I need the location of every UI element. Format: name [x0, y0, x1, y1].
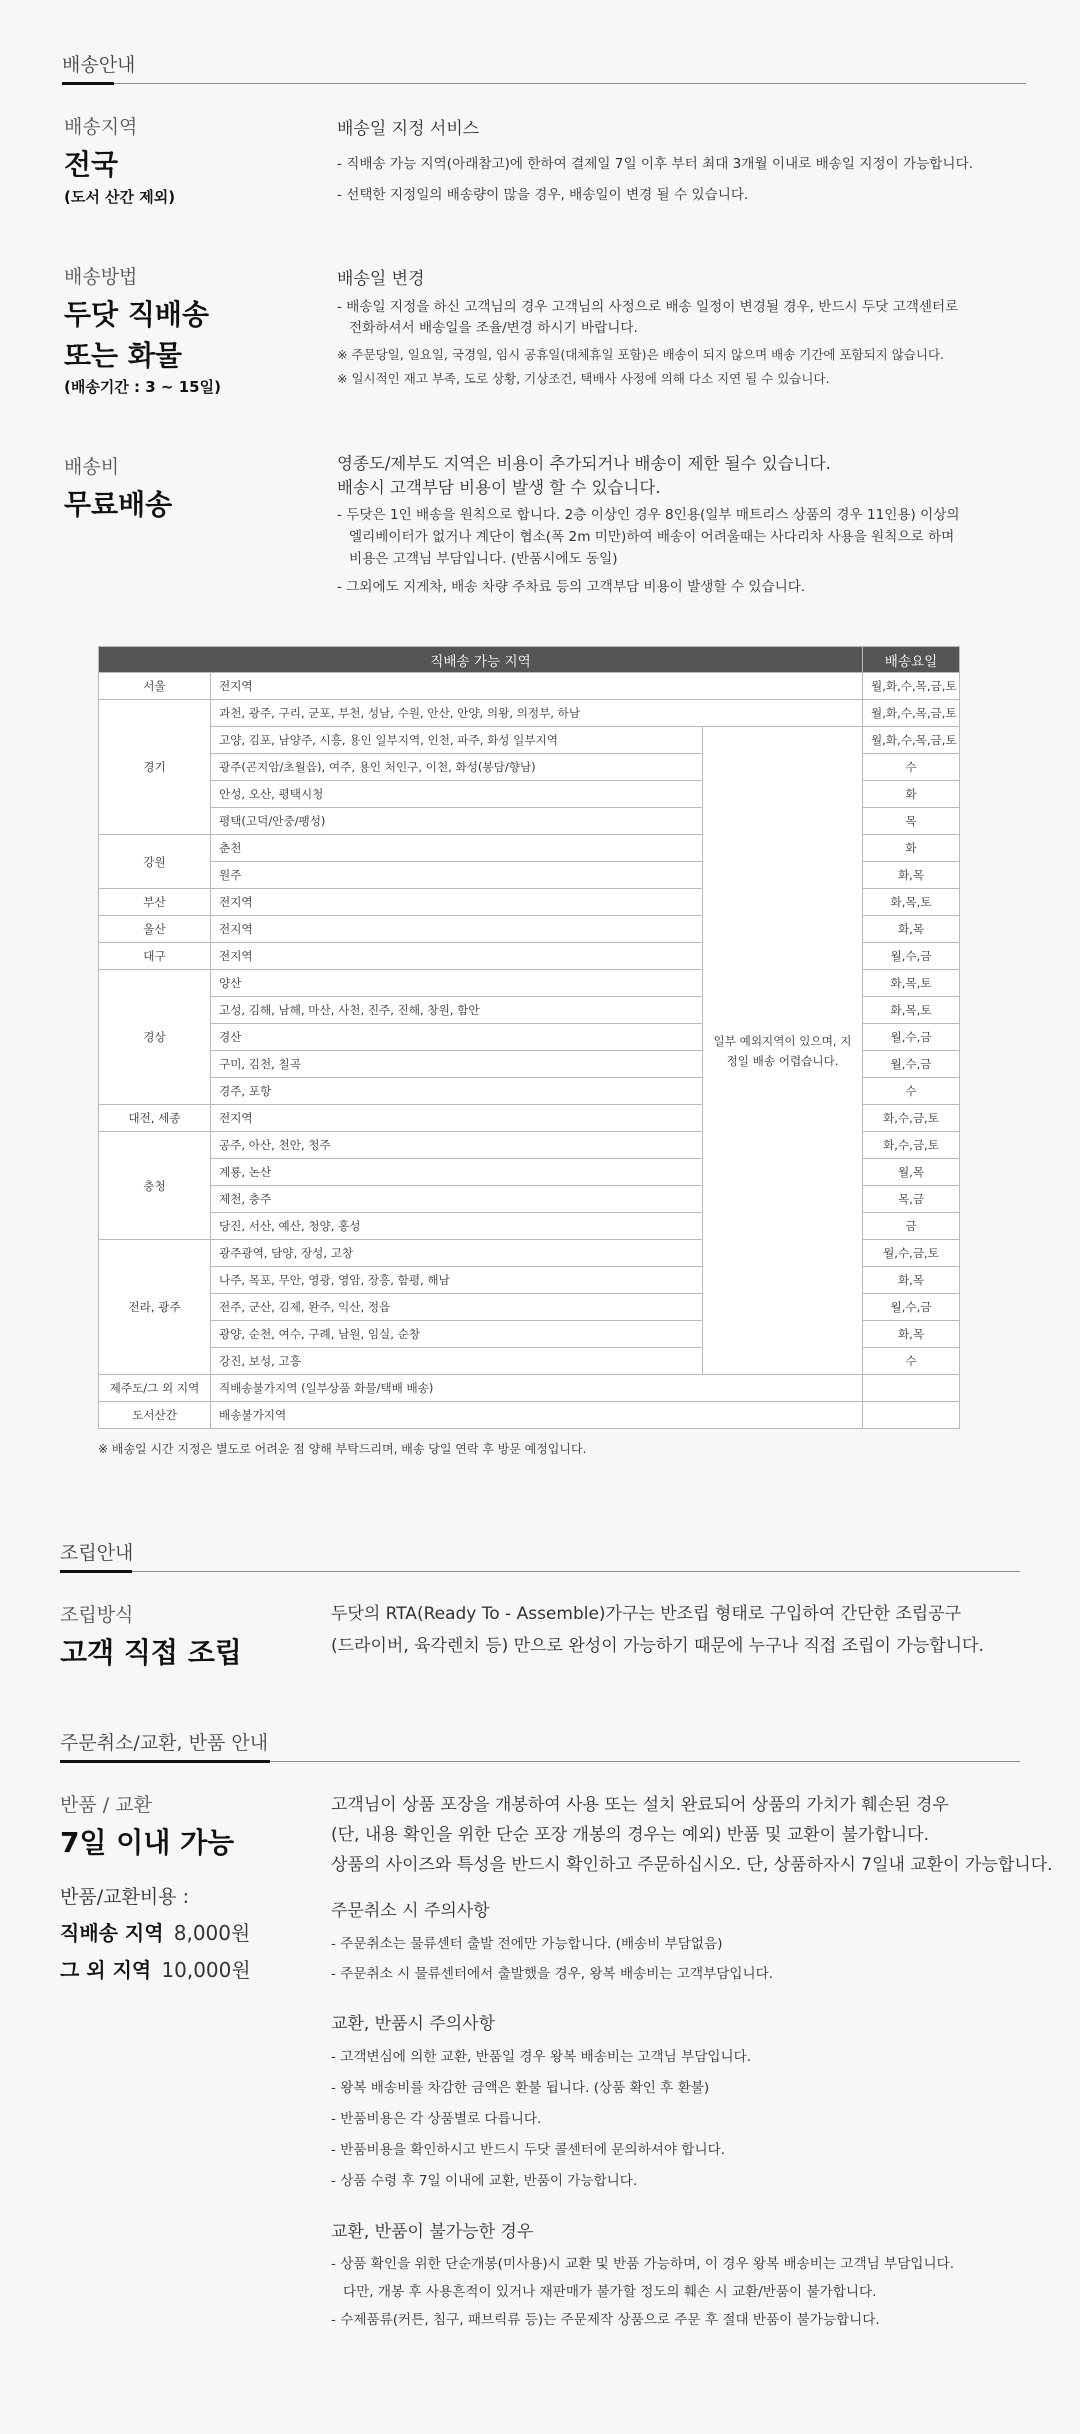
region-cell: 강원	[99, 835, 211, 889]
table-header-row	[99, 647, 960, 673]
delivery-heading: 배송안내	[62, 54, 136, 76]
fee-item: - 두닷은 1인 배송을 원칙으로 합니다. 2층 이상인 경우 8인용(일부 매트리스 상품의 경우 11인용) 이상의	[337, 507, 960, 523]
cost-value: 10,000원	[161, 1957, 251, 1982]
area-cell: 제천, 충주	[211, 1186, 703, 1213]
heading-underline	[60, 1570, 132, 1573]
area-cell: 나주, 목포, 무안, 영광, 영암, 장흥, 함평, 해남	[211, 1267, 703, 1294]
area-cell: 광주(곤지암/초월읍), 여주, 용인 처인구, 이천, 화성(봉담/향남)	[211, 754, 703, 781]
returns-section-header	[60, 1722, 1020, 1762]
delivery-day-cell: 화,수,금,토	[863, 1105, 960, 1132]
area-cell: 전지역	[211, 889, 703, 916]
heading-underline	[62, 82, 114, 85]
returns-left	[60, 1790, 251, 1983]
assembly-section-header	[60, 1532, 1020, 1572]
region-cell: 도서산간	[99, 1402, 211, 1429]
area-cell: 전지역	[211, 916, 703, 943]
delivery-method-label: 배송방법	[64, 266, 138, 288]
delivery-area-note: (도서 산간 제외)	[64, 187, 176, 206]
region-cell: 서울	[99, 673, 211, 700]
returns-value: 7일 이내 가능	[60, 1826, 235, 1859]
delivery-method-value-1: 두닷 직배송	[64, 298, 209, 331]
area-cell: 춘천	[211, 835, 703, 862]
area-cell: 계룡, 논산	[211, 1159, 703, 1186]
heading-underline	[60, 1760, 270, 1763]
table-footnote: ※ 배송일 시간 지정은 별도로 어려운 점 양해 부탁드리며, 배송 당일 연락 후 방문 예정입니다.	[98, 1442, 587, 1456]
assembly-heading: 조립안내	[60, 1542, 134, 1564]
delivery-day-cell: 화,목	[863, 862, 960, 889]
fee-line: 영종도/제부도 지역은 비용이 추가되거나 배송이 제한 될수 있습니다.	[337, 454, 831, 473]
not-allowed-item: - 수제품류(커튼, 침구, 패브릭류 등)는 주문제작 상품으로 주문 후 절대 반품이 불가능합니다.	[331, 2312, 880, 2328]
returns-heading: 주문취소/교환, 반품 안내	[60, 1732, 269, 1754]
delivery-day-cell: 화,목	[863, 1321, 960, 1348]
delivery-day-cell: 화	[863, 835, 960, 862]
area-cell: 고양, 김포, 남양주, 시흥, 용인 일부지역, 인천, 파주, 화성 일부지역	[211, 727, 703, 754]
returns-line: 고객님이 상품 포장을 개봉하여 사용 또는 설치 완료되어 상품의 가치가 훼손된 경우	[331, 1795, 949, 1815]
assembly-left	[60, 1600, 242, 1674]
delivery-day-cell: 목,금	[863, 1186, 960, 1213]
assembly-line: 두닷의 RTA(Ready To - Assemble)가구는 반조립 형태로 구입하여 간단한 조립공구	[331, 1604, 962, 1624]
region-cell: 전라, 광주	[99, 1240, 211, 1375]
cancel-item: - 주문취소 시 물류센터에서 출발했을 경우, 왕복 배송비는 고객부담입니다.	[331, 1966, 774, 1982]
delivery-method-left	[64, 262, 221, 397]
area-cell: 원주	[211, 862, 703, 889]
returns-label: 반품 / 교환	[60, 1794, 152, 1816]
assembly-value: 고객 직접 조립	[60, 1636, 242, 1669]
returns-line: 상품의 사이즈와 특성을 반드시 확인하고 주문하십시오. 단, 상품하자시 7일내 교환이 가능합니다.	[331, 1855, 1053, 1875]
area-cell: 구미, 김천, 칠곡	[211, 1051, 703, 1078]
delivery-day-cell: 수	[863, 754, 960, 781]
divider	[60, 1571, 1020, 1572]
delivery-fee-right	[337, 452, 960, 598]
area-cell: 양산	[211, 970, 703, 997]
delivery-day-cell: 화,목,토	[863, 997, 960, 1024]
area-cell: 전주, 군산, 김제, 완주, 익산, 정읍	[211, 1294, 703, 1321]
area-cell: 공주, 아산, 천안, 청주	[211, 1132, 703, 1159]
cost-key: 직배송 지역	[60, 1920, 164, 1945]
delivery-fee-left	[64, 452, 172, 526]
date-service-item: - 선택한 지정일의 배송량이 많을 경우, 배송일이 변경 될 수 있습니다.	[337, 187, 749, 203]
table-row	[99, 727, 960, 754]
cancel-title: 주문취소 시 주의사항	[331, 1901, 490, 1921]
delivery-area-right	[337, 114, 973, 211]
date-service-item: - 직배송 가능 지역(아래참고)에 한하여 결제일 7일 이후 부터 최대 3개월 이내로 배송일 지정이 가능합니다.	[337, 156, 974, 172]
delivery-day-cell	[863, 1375, 960, 1402]
date-change-title: 배송일 변경	[337, 269, 425, 289]
area-cell: 광주광역, 담양, 장성, 고창	[211, 1240, 703, 1267]
delivery-period-note: (배송기간 : 3 ~ 15일)	[64, 378, 221, 397]
table-header-day: 배송요일	[863, 647, 960, 673]
assembly-right	[331, 1598, 984, 1662]
delivery-day-cell: 화	[863, 781, 960, 808]
region-cell: 대구	[99, 943, 211, 970]
returns-cost-label: 반품/교환비용 :	[60, 1885, 189, 1908]
returns-line: (단, 내용 확인을 위한 단순 포장 개봉의 경우는 예외) 반품 및 교환이 불가합니다.	[331, 1825, 929, 1845]
table-row	[99, 673, 960, 700]
assembly-label: 조립방식	[60, 1604, 134, 1626]
area-cell: 강진, 보성, 고흥	[211, 1348, 703, 1375]
area-cell: 직배송불가지역 (일부상품 화물/택배 배송)	[211, 1375, 863, 1402]
exchange-item: - 반품비용은 각 상품별로 다릅니다.	[331, 2111, 542, 2127]
exchange-item: - 상품 수령 후 7일 이내에 교환, 반품이 가능합니다.	[331, 2173, 638, 2189]
fee-item: 비용은 고객님 부담입니다. (반품시에도 동일)	[349, 551, 618, 567]
date-change-item: - 배송일 지정을 하신 고객님의 경우 고객님의 사정으로 배송 일정이 변경될 경우, 반드시 두닷 고객센터로	[337, 299, 959, 315]
returns-cost-direct	[60, 1917, 251, 1946]
table-row	[99, 700, 960, 727]
assembly-line: (드라이버, 육각렌치 등) 만으로 완성이 가능하기 때문에 누구나 직접 조립이 가능합니다.	[331, 1636, 984, 1656]
cost-value: 8,000원	[173, 1920, 251, 1945]
region-cell: 경기	[99, 700, 211, 835]
delivery-area-value: 전국	[64, 148, 119, 181]
area-cell: 광양, 순천, 여수, 구례, 남원, 임실, 순창	[211, 1321, 703, 1348]
delivery-day-cell: 화,목	[863, 1267, 960, 1294]
exception-note-cell: 일부 예외지역이 있으며, 지정일 배송 어렵습니다.	[703, 727, 863, 1375]
delivery-day-cell: 화,목,토	[863, 889, 960, 916]
delivery-fee-value: 무료배송	[64, 488, 173, 521]
cancel-item: - 주문취소는 물류센터 출발 전에만 가능합니다. (배송비 부담없음)	[331, 1936, 723, 1952]
region-cell: 제주도/그 외 지역	[99, 1375, 211, 1402]
delivery-day-cell: 화,목,토	[863, 970, 960, 997]
delivery-area-label: 배송지역	[64, 116, 138, 138]
cost-key: 그 외 지역	[60, 1957, 152, 1982]
delivery-day-cell: 수	[863, 1348, 960, 1375]
exchange-item: - 고객변심에 의한 교환, 반품일 경우 왕복 배송비는 고객님 부담입니다.	[331, 2049, 752, 2065]
exchange-item: - 반품비용을 확인하시고 반드시 두닷 콜센터에 문의하셔야 합니다.	[331, 2142, 726, 2158]
area-cell: 경산	[211, 1024, 703, 1051]
date-change-item: 전화하셔서 배송일을 조율/변경 하시기 바랍니다.	[349, 320, 638, 336]
fee-item: - 그외에도 지게차, 배송 차량 주차료 등의 고객부담 비용이 발생할 수 있습니다.	[337, 579, 806, 595]
delivery-method-value-2: 또는 화물	[64, 338, 182, 372]
delivery-day-cell: 월,수,금	[863, 1294, 960, 1321]
delivery-method-right	[337, 264, 958, 389]
region-cell: 부산	[99, 889, 211, 916]
date-service-title: 배송일 지정 서비스	[337, 119, 480, 139]
area-cell: 전지역	[211, 673, 863, 700]
delivery-day-cell: 화,목	[863, 916, 960, 943]
region-cell: 충청	[99, 1132, 211, 1240]
area-cell: 평택(고덕/안중/팽성)	[211, 808, 703, 835]
date-change-note: ※ 주문당일, 일요일, 국경일, 임시 공휴일(대체휴일 포함)은 배송이 되지 않으며 배송 기간에 포함되지 않습니다.	[337, 347, 945, 362]
delivery-day-cell: 월,수,금	[863, 1024, 960, 1051]
area-cell: 안성, 오산, 평택시청	[211, 781, 703, 808]
table-header-area: 직배송 가능 지역	[99, 647, 863, 673]
not-allowed-item: 다만, 개봉 후 사용흔적이 있거나 재판매가 불가할 정도의 훼손 시 교환/반품이 불가합니다.	[343, 2284, 877, 2300]
returns-cost-other	[60, 1954, 251, 1983]
delivery-day-cell: 목	[863, 808, 960, 835]
divider	[62, 83, 1026, 84]
region-cell: 경상	[99, 970, 211, 1105]
not-allowed-item: - 상품 확인을 위한 단순개봉(미사용)시 교환 및 반품 가능하며, 이 경우 왕복 배송비는 고객님 부담입니다.	[331, 2256, 955, 2272]
delivery-day-cell: 월,수,금	[863, 943, 960, 970]
delivery-day-cell: 월,목	[863, 1159, 960, 1186]
delivery-day-cell: 월,화,수,목,금,토	[863, 700, 960, 727]
delivery-area-table	[98, 646, 960, 1429]
fee-item: 엘리베이터가 없거나 계단이 협소(폭 2m 미만)하여 배송이 어려울때는 사다리차 사용을 원칙으로 하며	[349, 529, 955, 545]
delivery-day-cell: 월,화,수,목,금,토	[863, 727, 960, 754]
delivery-day-cell	[863, 1402, 960, 1429]
area-cell: 고성, 김해, 남해, 마산, 사천, 진주, 진해, 창원, 함안	[211, 997, 703, 1024]
region-cell: 대전, 세종	[99, 1105, 211, 1132]
table-row	[99, 1402, 960, 1429]
area-cell: 과천, 광주, 구리, 군포, 부천, 성남, 수원, 안산, 안양, 의왕, 의정부, 하남	[211, 700, 863, 727]
not-allowed-title: 교환, 반품이 불가능한 경우	[331, 2222, 534, 2242]
table-row	[99, 1375, 960, 1402]
delivery-day-cell: 화,수,금,토	[863, 1132, 960, 1159]
delivery-day-cell: 수	[863, 1078, 960, 1105]
returns-right	[331, 1790, 1053, 2334]
delivery-day-cell: 월,화,수,목,금,토	[863, 673, 960, 700]
delivery-fee-label: 배송비	[64, 456, 120, 478]
fee-line: 배송시 고객부담 비용이 발생 할 수 있습니다.	[337, 478, 661, 497]
delivery-area-left	[64, 112, 175, 207]
area-cell: 경주, 포항	[211, 1078, 703, 1105]
delivery-section-header	[62, 44, 1026, 84]
area-cell: 전지역	[211, 1105, 703, 1132]
exchange-item: - 왕복 배송비를 차감한 금액은 환불 됩니다. (상품 확인 후 환불)	[331, 2080, 710, 2096]
exchange-title: 교환, 반품시 주의사항	[331, 2014, 496, 2034]
region-cell: 울산	[99, 916, 211, 943]
area-cell: 전지역	[211, 943, 703, 970]
area-cell: 배송불가지역	[211, 1402, 863, 1429]
delivery-day-cell: 월,수,금,토	[863, 1240, 960, 1267]
delivery-day-cell: 월,수,금	[863, 1051, 960, 1078]
delivery-day-cell: 금	[863, 1213, 960, 1240]
area-cell: 당진, 서산, 예산, 청양, 홍성	[211, 1213, 703, 1240]
date-change-note: ※ 일시적인 재고 부족, 도로 상황, 기상조건, 택배사 사정에 의해 다소 지연 될 수 있습니다.	[337, 371, 830, 386]
